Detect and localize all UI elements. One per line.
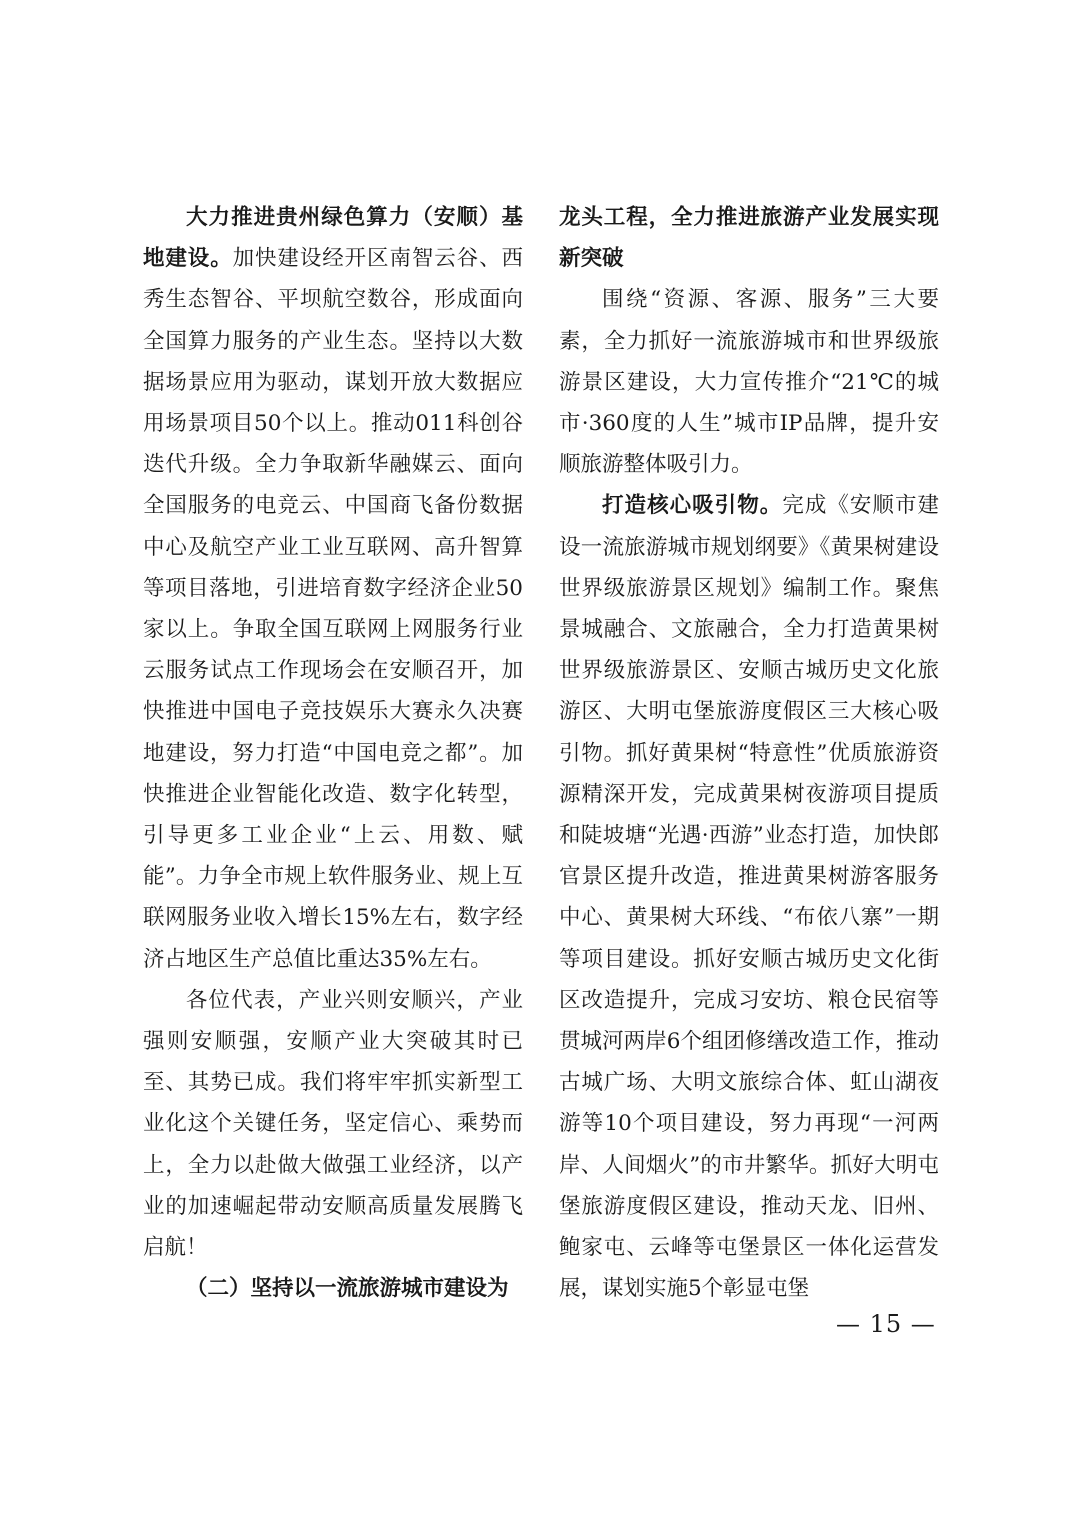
left-column (143, 197, 523, 1309)
page-number: — 15 — (836, 1310, 936, 1338)
paragraph-body: 加快建设经开区南智云谷、西秀生态智谷、平坝航空数谷，形成面向全国算力服务的产业生态。坚持以大数据场景应用为驱动，谋划开放大数据应用场景项目50个以上。推动011科创谷迭代升级。全力争取新华融媒云、面向全国服务的电竞云、中国商飞备份数据中心及航空产业工业互联网、高升智算等项目落地，引进培育数字经济企业50家以上。争取全国互联网上网服务行业云服务试点工作现场会在安顺召开，加快推进中国电子竞技娱乐大赛永久决赛地建设，努力打造“中国电竞之都”。加快推进企业智能化改造、数字化转型，引导更多工业企业“上云、用数、赋能”。力争全市规上软件服务业、规上互联网服务业收入增长15%左右，数字经济占地区生产总值比重达35%左右。 (143, 246, 523, 972)
paragraph-core-attractions (559, 485, 939, 1309)
right-column (559, 197, 939, 1309)
section-heading-start: （二）坚持以一流旅游城市建设为 (186, 1276, 509, 1302)
section-heading-end: 龙头工程，全力推进旅游产业发展实现新突破 (559, 205, 939, 272)
paragraph-body: 完成《安顺市建设一流旅游城市规划纲要》《黄果树建设世界级旅游景区规划》编制工作。聚焦景城融合、文旅融合，全力打造黄果树世界级旅游景区、安顺古城历史文化旅游区、大明屯堡旅游度假区三大核心吸引物。抓好黄果树“特意性”优质旅游资源精深开发，完成黄果树夜游项目提质和陡坡塘“光遇·西游”业态打造，加快郎官景区提升改造，推进黄果树游客服务中心、黄果树大环线、“布依八寨”一期等项目建设。抓好安顺古城历史文化街区改造提升，完成习安坊、粮仓民宿等贯城河两岸6个组团修缮改造工作，推动古城广场、大明文旅综合体、虹山湖夜游等10个项目建设，努力再现“一河两岸、人间烟火”的市井繁华。抓好大明屯堡旅游度假区建设，推动天龙、旧州、鲍家屯、云峰等屯堡景区一体化运营发展，谋划实施5个彰显屯堡 (559, 493, 939, 1302)
paragraph-lead-heading: 打造核心吸引物。 (602, 493, 783, 519)
paragraph-lead-heading: 大力推进贵州绿色算力（安顺）基地建设。 (143, 205, 523, 272)
paragraph-representatives: 各位代表，产业兴则安顺兴，产业强则安顺强，安顺产业大突破其时已至、其势已成。我们将牢牢抓实新型工业化这个关键任务，坚定信心、乘势而上，全力以赴做大做强工业经济，以产业的加速崛起带动安顺高质量发展腾飞启航！ (143, 987, 523, 1261)
paragraph-tourism-intro: 围绕“资源、客源、服务”三大要素，全力抓好一流旅游城市和世界级旅游景区建设，大力宣传推介“21℃的城市·360度的人生”城市IP品牌，提升安顺旅游整体吸引力。 (559, 287, 939, 478)
paragraph-digital-economy (143, 197, 523, 980)
